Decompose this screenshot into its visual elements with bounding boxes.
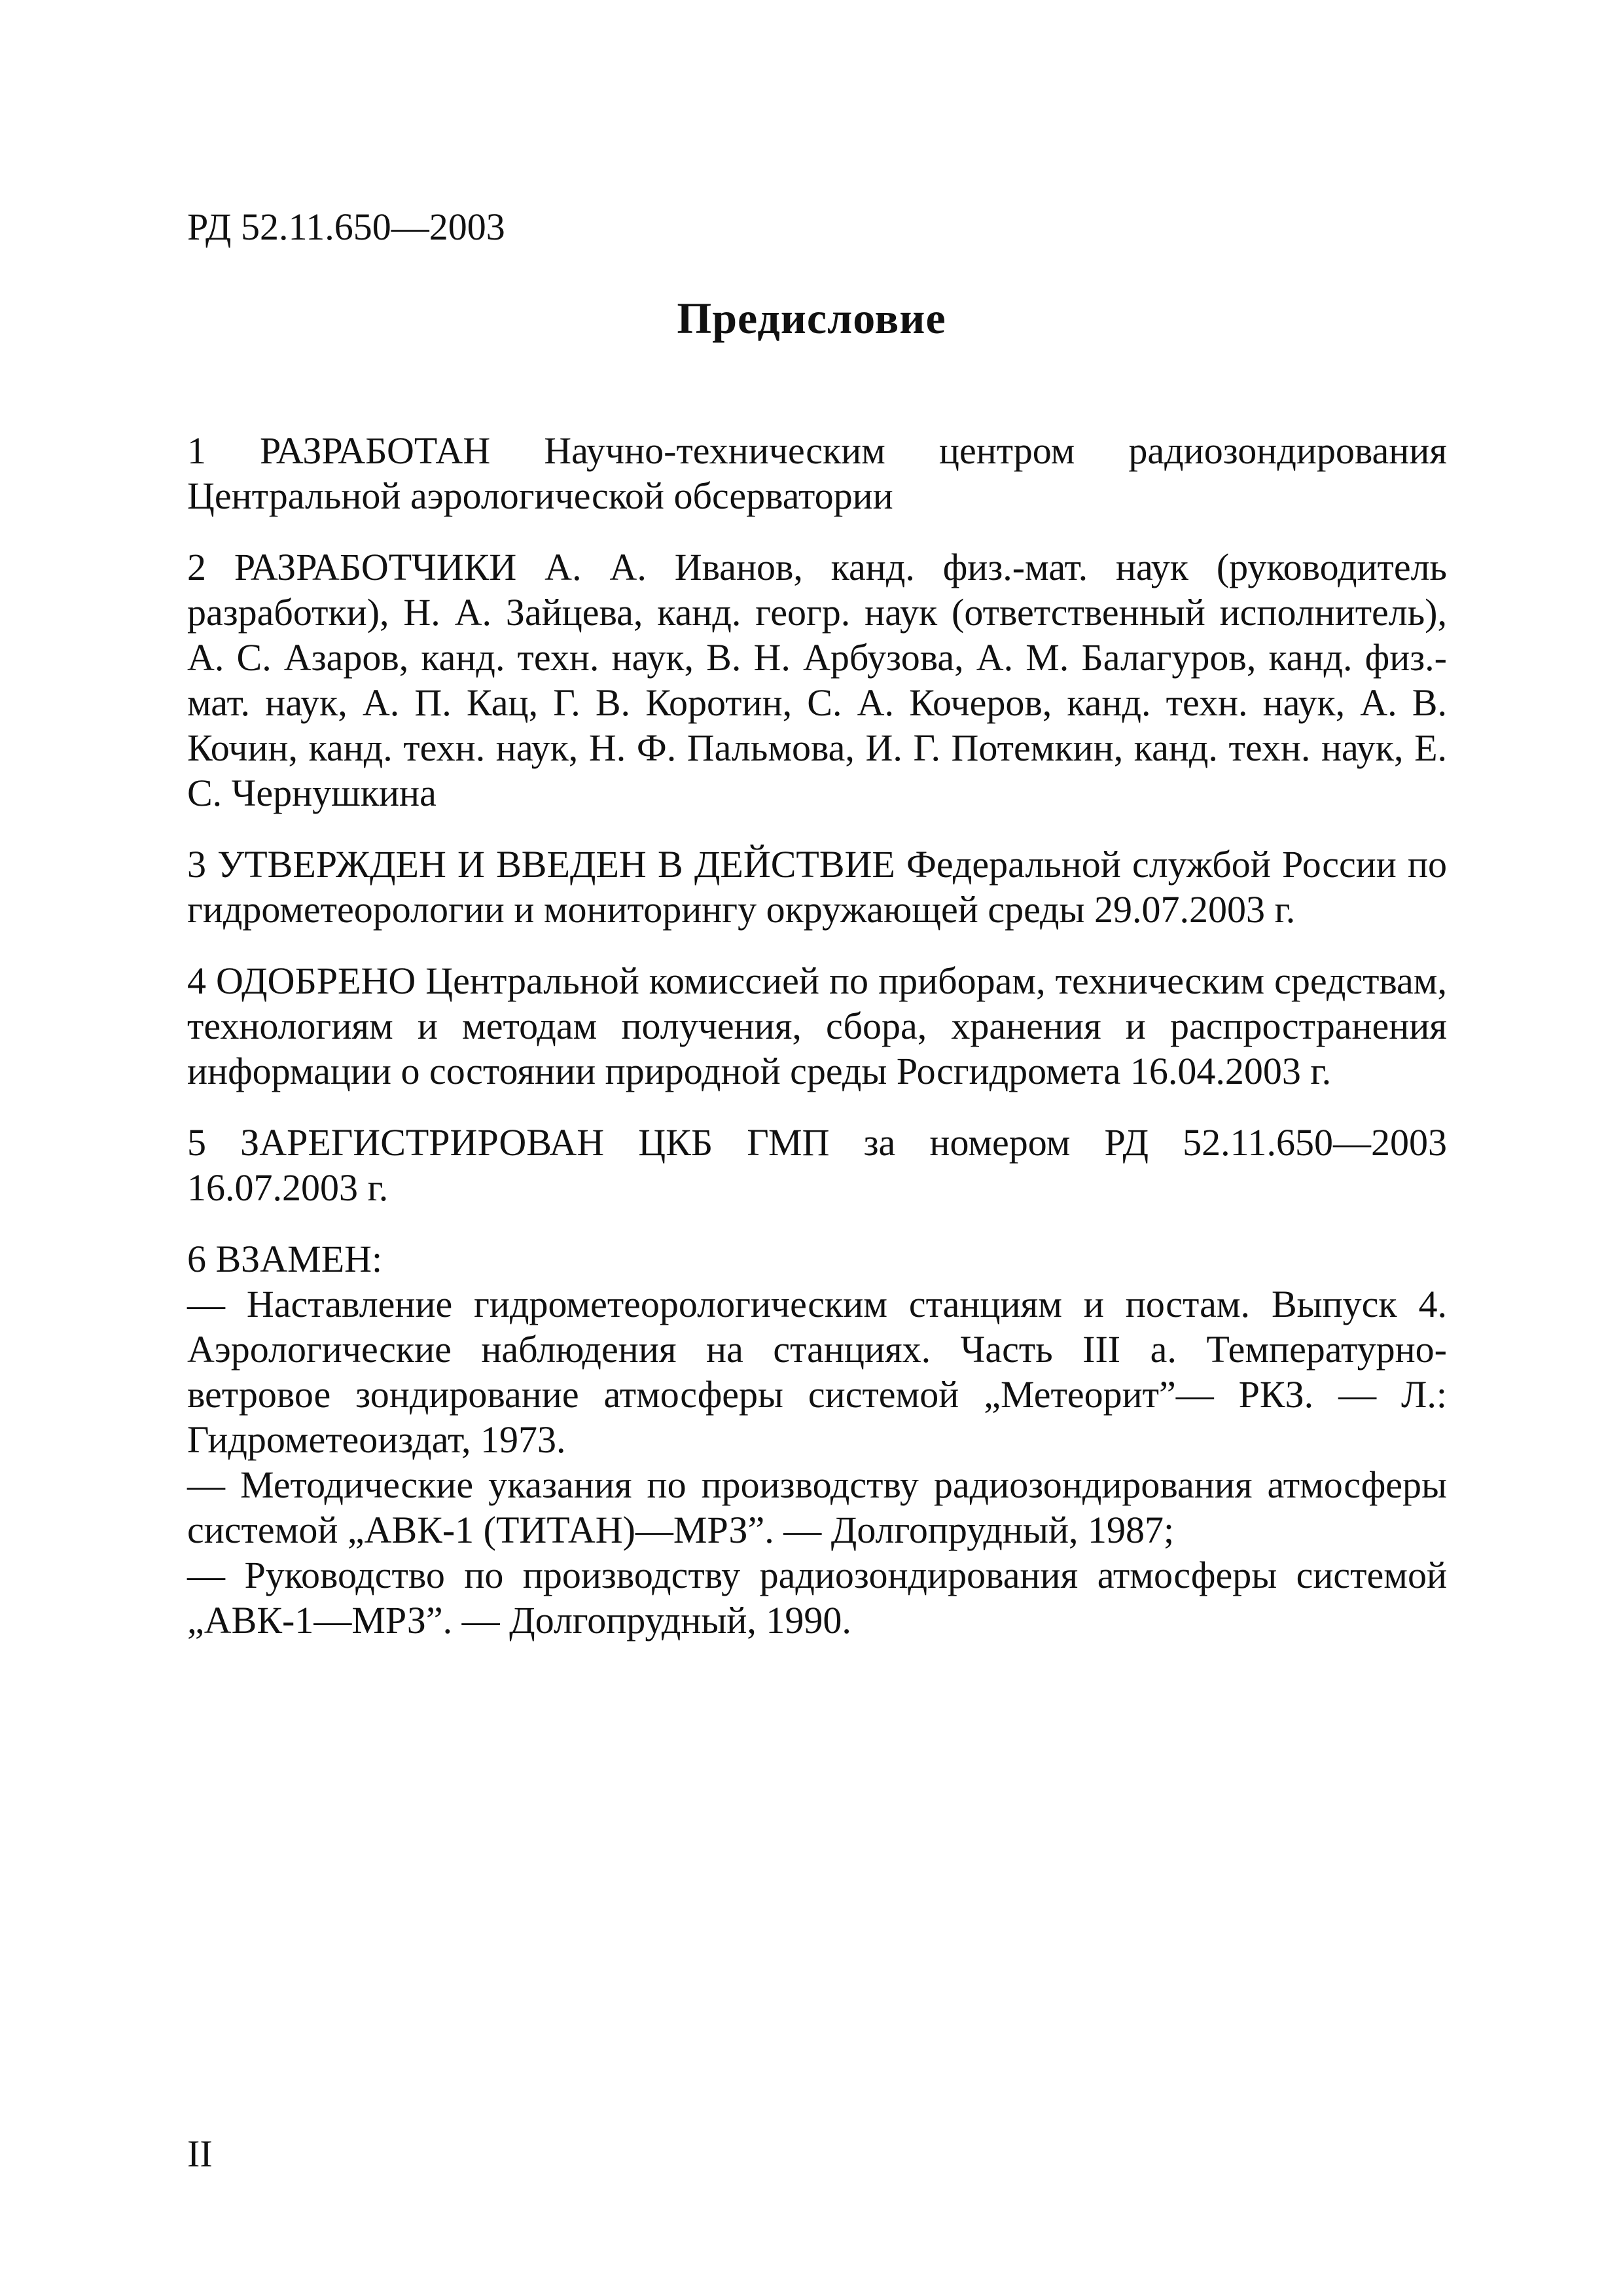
replaced-document-entry: — Методические указания по производству радиозондирования атмосферы системой „АВК-1 (ТИТАН)—МРЗ”. — Долгопрудный, 1987; xyxy=(187,1463,1447,1551)
preface-item-5 xyxy=(187,1120,1447,1210)
preface-item-4 xyxy=(187,958,1447,1094)
preface-item-text: 4 ОДОБРЕНО Центральной комиссией по приборам, техническим средствам, технологиям и методам получения, сбора, хранения и распространения информации о состоянии природной среды Росгидромета 16.04.2003 г. xyxy=(187,960,1447,1092)
preface-body xyxy=(187,428,1447,1643)
document-code: РД 52.11.650—2003 xyxy=(187,206,505,248)
preface-item-1 xyxy=(187,428,1447,518)
preface-item-6 xyxy=(187,1236,1447,1643)
page-title: Предисловие xyxy=(677,293,946,343)
preface-item-text: 3 УТВЕРЖДЕН И ВВЕДЕН В ДЕЙСТВИЕ Федеральной службой России по гидрометеорологии и мониторингу окружающей среды 29.07.2003 г. xyxy=(187,843,1447,931)
preface-item-text: 5 ЗАРЕГИСТРИРОВАН ЦКБ ГМП за номером РД 52.11.650—2003 16.07.2003 г. xyxy=(187,1121,1447,1209)
page-number: II xyxy=(187,2132,213,2175)
preface-item-text: 2 РАЗРАБОТЧИКИ А. А. Иванов, канд. физ.-мат. наук (руководитель разработки), Н. А. Зайцева, канд. геогр. наук (ответственный исполнитель), А. С. Азаров, канд. техн. наук, В. Н. Арбузова, А. М. Балагуров, канд. физ.-мат. наук, А. П. Кац, Г. В. Коротин, С. А. Кочеров, канд. техн. наук, А. В. Кочин, канд. техн. наук, Н. Ф. Пальмова, И. Г. Потемкин, канд. техн. наук, Е. С. Чернушкина xyxy=(187,546,1447,814)
preface-item-2 xyxy=(187,545,1447,816)
preface-item-3 xyxy=(187,842,1447,932)
preface-item-text: 1 РАЗРАБОТАН Научно-техническим центром радиозондирования Центральной аэрологической обсерватории xyxy=(187,429,1447,517)
replaced-document-entry: — Руководство по производству радиозондирования атмосферы системой „АВК-1—МРЗ”. — Долгопрудный, 1990. xyxy=(187,1554,1447,1641)
replaced-document-entry: — Наставление гидрометеорологическим станциям и постам. Выпуск 4. Аэрологические наблюдения на станциях. Часть III а. Температурно-ветровое зондирование атмосферы системой „Метеорит”— РКЗ. — Л.: Гидрометеоиздат, 1973. xyxy=(187,1283,1447,1461)
replaced-documents-heading: 6 ВЗАМЕН: xyxy=(187,1238,383,1280)
